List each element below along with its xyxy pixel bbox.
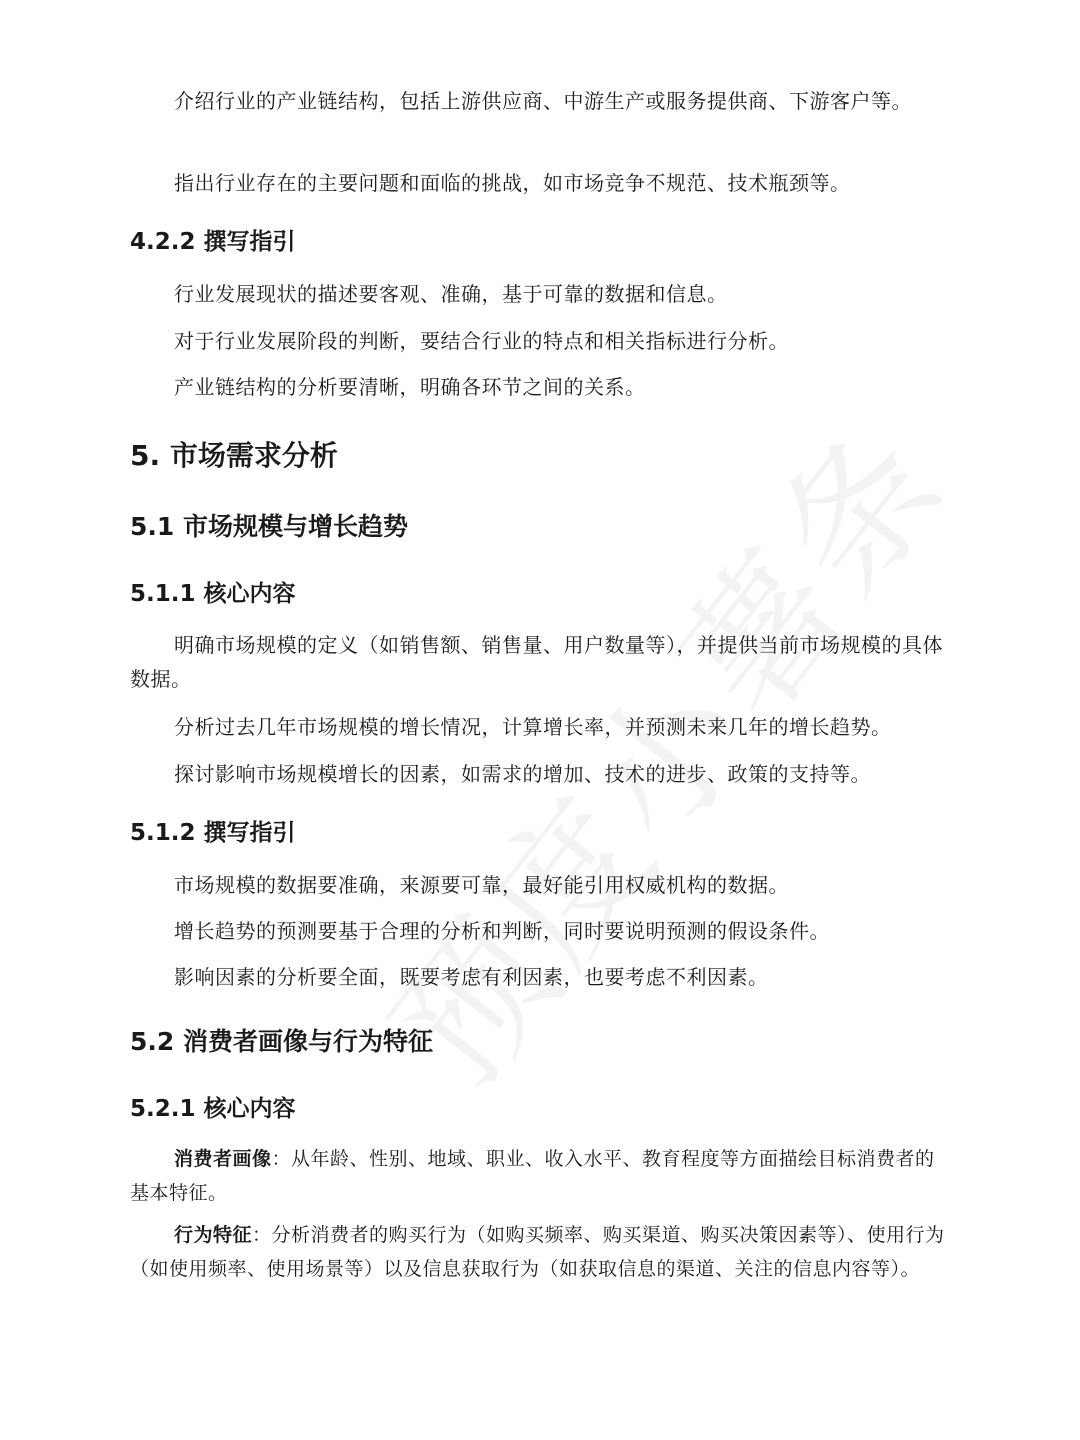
paragraph-guide-stage: 对于行业发展阶段的判断，要结合行业的特点和相关指标进行分析。 bbox=[174, 329, 789, 353]
heading-5-1-2: 5.1.2 撰写指引 bbox=[130, 820, 296, 846]
paragraph-market-growth: 分析过去几年市场规模的增长情况，计算增长率，并预测未来几年的增长趋势。 bbox=[174, 715, 892, 739]
heading-5-1: 5.1 市场规模与增长趋势 bbox=[130, 512, 408, 541]
heading-5-1-1: 5.1.1 核心内容 bbox=[130, 581, 296, 607]
heading-5: 5. 市场需求分析 bbox=[130, 439, 338, 472]
text-behavior-features: ：分析消费者的购买行为（如购买频率、购买渠道、购买决策因素等）、使用行为（如使用频率、使用场景等）以及信息获取行为（如获取信息的渠道、关注的信息内容等）。 bbox=[130, 1224, 945, 1280]
paragraph-industry-problems: 指出行业存在的主要问题和面临的挑战，如市场竞争不规范、技术瓶颈等。 bbox=[174, 171, 851, 195]
heading-5-2: 5.2 消费者画像与行为特征 bbox=[130, 1027, 433, 1056]
paragraph-industry-chain: 介绍行业的产业链结构，包括上游供应商、中游生产或服务提供商、下游客户等。 bbox=[174, 89, 912, 113]
paragraph-guide-chain: 产业链结构的分析要清晰，明确各环节之间的关系。 bbox=[174, 375, 646, 399]
watermark bbox=[335, 374, 985, 1122]
paragraph-guide-objective: 行业发展现状的描述要客观、准确，基于可靠的数据和信息。 bbox=[174, 282, 728, 306]
paragraph-consumer-profile bbox=[130, 1142, 950, 1210]
paragraph-behavior-features bbox=[130, 1218, 950, 1286]
heading-4-2-2: 4.2.2 撰写指引 bbox=[130, 229, 296, 255]
paragraph-market-size-definition: 明确市场规模的定义（如销售额、销售量、用户数量等），并提供当前市场规模的具体数据。 bbox=[130, 633, 943, 691]
text-consumer-profile: ：从年龄、性别、地域、职业、收入水平、教育程度等方面描绘目标消费者的基本特征。 bbox=[130, 1148, 935, 1204]
label-behavior-features: 行为特征 bbox=[174, 1224, 253, 1246]
label-consumer-profile: 消费者画像 bbox=[174, 1148, 272, 1170]
paragraph-forecast-basis: 增长趋势的预测要基于合理的分析和判断，同时要说明预测的假设条件。 bbox=[174, 919, 830, 943]
paragraph-growth-factors: 探讨影响市场规模增长的因素，如需求的增加、技术的进步、政策的支持等。 bbox=[174, 762, 871, 786]
heading-5-2-1: 5.2.1 核心内容 bbox=[130, 1096, 296, 1122]
paragraph-data-accuracy: 市场规模的数据要准确，来源要可靠，最好能引用权威机构的数据。 bbox=[174, 873, 789, 897]
paragraph-factor-analysis: 影响因素的分析要全面，既要考虑有利因素，也要考虑不利因素。 bbox=[174, 965, 769, 989]
